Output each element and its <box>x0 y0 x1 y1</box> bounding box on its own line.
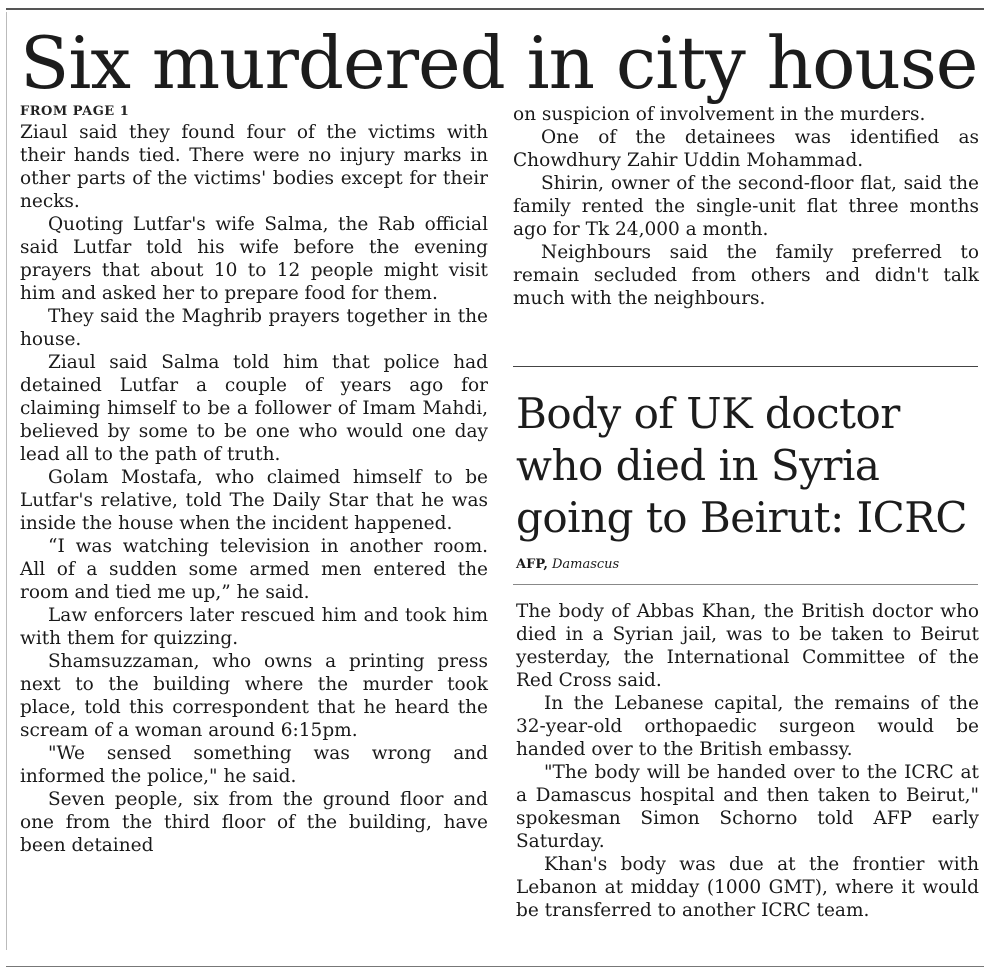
paragraph: Ziaul said Salma told him that police had detained Lutfar a couple of years ago for claiming himself to be a follower of Imam Mahdi, believed by some to be one who would one day lead all to the path of truth. <box>20 352 488 465</box>
paragraph: on suspicion of involvement in the murders. <box>513 104 926 125</box>
paragraph: In the Lebanese capital, the remains of the 32-year-old orthopaedic surgeon would be handed over to the British embassy. <box>516 693 979 760</box>
paragraph: Law enforcers later rescued him and took him with them for quizzing. <box>20 605 488 649</box>
paragraph: The body of Abbas Khan, the British doctor who died in a Syrian jail, was to be taken to Beirut yesterday, the International Committee of the Red Cross said. <box>516 601 979 691</box>
left-margin-rule <box>6 12 7 950</box>
byline-separator <box>513 584 978 585</box>
paragraph: Shirin, owner of the second-floor flat, said the family rented the single-unit flat three months ago for Tk 24,000 a month. <box>513 173 979 240</box>
byline-agency: AFP, <box>516 557 548 572</box>
article-separator <box>513 366 978 367</box>
bottom-rule <box>6 966 984 967</box>
paragraph: Seven people, six from the ground floor and one from the third floor of the building, have been detained <box>20 789 488 856</box>
paragraph: They said the Maghrib prayers together in the house. <box>20 306 488 350</box>
paragraph: Khan's body was due at the frontier with Lebanon at midday (1000 GMT), where it would be transferred to another ICRC team. <box>516 854 979 921</box>
paragraph: Neighbours said the family preferred to remain secluded from others and didn't talk much with the neighbours. <box>513 242 979 309</box>
byline-city: Damascus <box>551 557 620 572</box>
article-column-left <box>20 103 488 857</box>
from-page-label: FROM PAGE 1 <box>20 104 130 119</box>
headline: Six murdered in city house <box>20 21 978 105</box>
paragraph: Shamsuzzaman, who owns a printing press next to the building where the murder took place, told this correspondent that he heard the scream of a woman around 6:15pm. <box>20 651 488 741</box>
paragraph: Golam Mostafa, who claimed himself to be Lutfar's relative, told The Daily Star that he was inside the house when the incident happened. <box>20 467 488 534</box>
paragraph: Ziaul said they found four of the victims with their hands tied. There were no injury marks in other parts of the victims' bodies except for their necks. <box>20 122 488 212</box>
byline <box>516 557 619 572</box>
top-rule <box>6 8 984 10</box>
paragraph: One of the detainees was identified as Chowdhury Zahir Uddin Mohammad. <box>513 127 979 171</box>
paragraph: Quoting Lutfar's wife Salma, the Rab official said Lutfar told his wife before the evening prayers that about 10 to 12 people might visit him and asked her to prepare food for them. <box>20 214 488 304</box>
paragraph: "We sensed something was wrong and informed the police," he said. <box>20 743 488 787</box>
headline-secondary: Body of UK doctor who died in Syria going to Beirut: ICRC <box>516 389 968 542</box>
article-column-right <box>513 103 979 310</box>
article2-body <box>516 600 979 922</box>
paragraph: “I was watching television in another room. All of a sudden some armed men entered the room and tied me up,” he said. <box>20 536 488 603</box>
paragraph: "The body will be handed over to the ICRC at a Damascus hospital and then taken to Beirut," spokesman Simon Schorno told AFP early Saturday. <box>516 762 979 852</box>
